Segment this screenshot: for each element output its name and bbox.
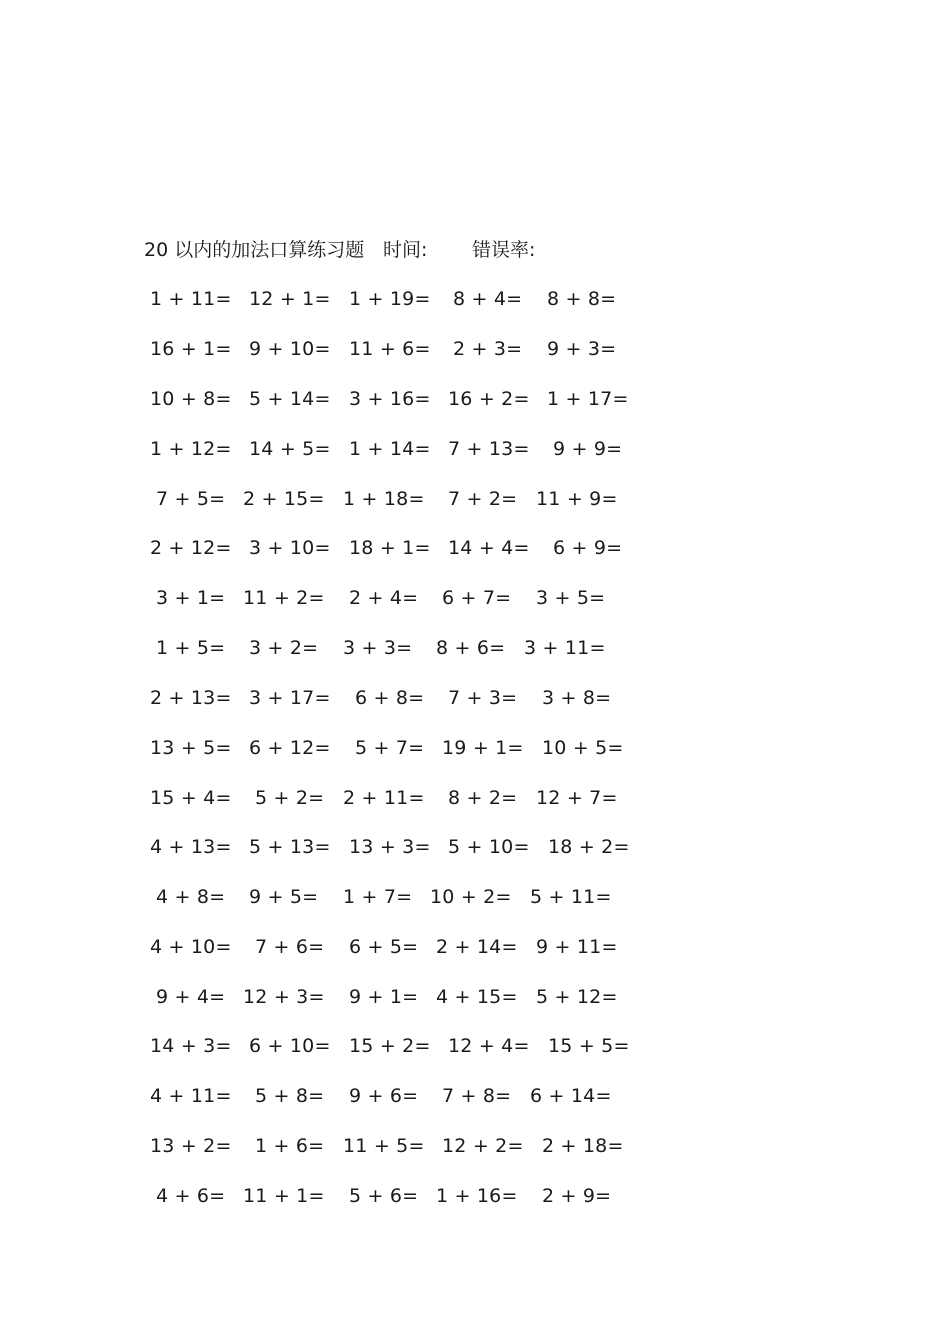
problem-item: 6 + 7=	[442, 587, 512, 609]
problem-item: 5 + 11=	[530, 886, 612, 908]
problem-item: 12 + 4=	[448, 1035, 530, 1057]
problem-item: 6 + 12=	[249, 737, 331, 759]
problem-row	[0, 384, 950, 414]
problem-item: 3 + 16=	[349, 388, 431, 410]
problem-item: 1 + 17=	[547, 388, 629, 410]
problem-item: 3 + 8=	[542, 687, 612, 709]
problem-item: 11 + 6=	[349, 338, 431, 360]
problem-row	[0, 832, 950, 862]
problem-item: 14 + 3=	[150, 1035, 232, 1057]
problem-item: 7 + 6=	[255, 936, 325, 958]
problem-item: 12 + 7=	[536, 787, 618, 809]
problem-item: 1 + 5=	[156, 637, 226, 659]
problem-row	[0, 334, 950, 364]
problem-item: 11 + 2=	[243, 587, 325, 609]
problem-item: 13 + 2=	[150, 1135, 232, 1157]
problem-item: 10 + 5=	[542, 737, 624, 759]
problem-item: 12 + 2=	[442, 1135, 524, 1157]
problem-row	[0, 932, 950, 962]
problem-item: 3 + 3=	[343, 637, 413, 659]
problem-item: 13 + 5=	[150, 737, 232, 759]
problem-item: 12 + 3=	[243, 986, 325, 1008]
problem-item: 3 + 11=	[524, 637, 606, 659]
problem-item: 3 + 10=	[249, 537, 331, 559]
problem-item: 3 + 1=	[156, 587, 226, 609]
problem-item: 5 + 12=	[536, 986, 618, 1008]
problem-item: 1 + 7=	[343, 886, 413, 908]
problem-item: 9 + 9=	[553, 438, 623, 460]
problem-item: 16 + 2=	[448, 388, 530, 410]
problem-item: 11 + 9=	[536, 488, 618, 510]
problem-item: 1 + 19=	[349, 288, 431, 310]
problem-item: 3 + 5=	[536, 587, 606, 609]
problem-item: 4 + 10=	[150, 936, 232, 958]
problem-item: 5 + 7=	[355, 737, 425, 759]
problem-item: 6 + 8=	[355, 687, 425, 709]
problem-item: 19 + 1=	[442, 737, 524, 759]
problem-row	[0, 633, 950, 663]
problem-item: 9 + 5=	[249, 886, 319, 908]
problem-row	[0, 434, 950, 464]
problem-item: 2 + 13=	[150, 687, 232, 709]
problem-item: 6 + 5=	[349, 936, 419, 958]
problem-item: 4 + 13=	[150, 836, 232, 858]
problem-item: 2 + 15=	[243, 488, 325, 510]
problem-item: 4 + 6=	[156, 1185, 226, 1207]
problem-row	[0, 284, 950, 314]
problem-item: 5 + 8=	[255, 1085, 325, 1107]
problem-item: 9 + 6=	[349, 1085, 419, 1107]
problem-item: 12 + 1=	[249, 288, 331, 310]
problem-row	[0, 533, 950, 563]
problem-item: 7 + 2=	[448, 488, 518, 510]
problem-item: 9 + 1=	[349, 986, 419, 1008]
problem-item: 6 + 10=	[249, 1035, 331, 1057]
problem-item: 3 + 17=	[249, 687, 331, 709]
problem-row	[0, 982, 950, 1012]
problem-item: 2 + 14=	[436, 936, 518, 958]
problem-row	[0, 1131, 950, 1161]
problem-item: 5 + 10=	[448, 836, 530, 858]
problem-item: 1 + 16=	[436, 1185, 518, 1207]
problem-item: 9 + 11=	[536, 936, 618, 958]
problem-item: 16 + 1=	[150, 338, 232, 360]
time-label: 时间:	[383, 239, 428, 261]
problem-item: 15 + 2=	[349, 1035, 431, 1057]
problem-item: 5 + 14=	[249, 388, 331, 410]
problem-item: 9 + 4=	[156, 986, 226, 1008]
problem-item: 1 + 6=	[255, 1135, 325, 1157]
problem-item: 8 + 4=	[453, 288, 523, 310]
problem-item: 10 + 8=	[150, 388, 232, 410]
problem-item: 18 + 1=	[349, 537, 431, 559]
problem-item: 8 + 6=	[436, 637, 506, 659]
problem-item: 1 + 18=	[343, 488, 425, 510]
problem-row	[0, 683, 950, 713]
problem-item: 1 + 11=	[150, 288, 232, 310]
problem-item: 9 + 3=	[547, 338, 617, 360]
problem-item: 9 + 10=	[249, 338, 331, 360]
problem-item: 7 + 5=	[156, 488, 226, 510]
problem-item: 15 + 5=	[548, 1035, 630, 1057]
problem-row	[0, 583, 950, 613]
problem-item: 14 + 4=	[448, 537, 530, 559]
problem-item: 10 + 2=	[430, 886, 512, 908]
problem-row	[0, 1181, 950, 1211]
problem-row	[0, 733, 950, 763]
problem-item: 1 + 14=	[349, 438, 431, 460]
problem-item: 4 + 15=	[436, 986, 518, 1008]
problem-item: 2 + 18=	[542, 1135, 624, 1157]
problem-item: 7 + 8=	[442, 1085, 512, 1107]
problem-item: 2 + 3=	[453, 338, 523, 360]
problem-item: 3 + 2=	[249, 637, 319, 659]
problem-row	[0, 882, 950, 912]
problem-item: 4 + 8=	[156, 886, 226, 908]
problem-item: 7 + 13=	[448, 438, 530, 460]
problem-item: 6 + 14=	[530, 1085, 612, 1107]
problem-item: 6 + 9=	[553, 537, 623, 559]
problem-item: 8 + 8=	[547, 288, 617, 310]
problem-item: 2 + 12=	[150, 537, 232, 559]
error-rate-label: 错误率:	[472, 239, 536, 261]
problem-row	[0, 783, 950, 813]
problem-item: 13 + 3=	[349, 836, 431, 858]
problem-item: 2 + 11=	[343, 787, 425, 809]
problem-item: 8 + 2=	[448, 787, 518, 809]
problem-item: 4 + 11=	[150, 1085, 232, 1107]
problem-item: 18 + 2=	[548, 836, 630, 858]
problem-item: 2 + 9=	[542, 1185, 612, 1207]
problem-item: 5 + 13=	[249, 836, 331, 858]
problem-item: 15 + 4=	[150, 787, 232, 809]
problem-item: 11 + 1=	[243, 1185, 325, 1207]
problem-row	[0, 1081, 950, 1111]
problem-row	[0, 484, 950, 514]
worksheet-title: 20 以内的加法口算练习题	[144, 239, 365, 261]
problem-row	[0, 1031, 950, 1061]
problem-item: 14 + 5=	[249, 438, 331, 460]
problem-item: 2 + 4=	[349, 587, 419, 609]
problem-item: 1 + 12=	[150, 438, 232, 460]
problem-item: 11 + 5=	[343, 1135, 425, 1157]
problem-item: 7 + 3=	[448, 687, 518, 709]
problem-item: 5 + 6=	[349, 1185, 419, 1207]
problem-item: 5 + 2=	[255, 787, 325, 809]
